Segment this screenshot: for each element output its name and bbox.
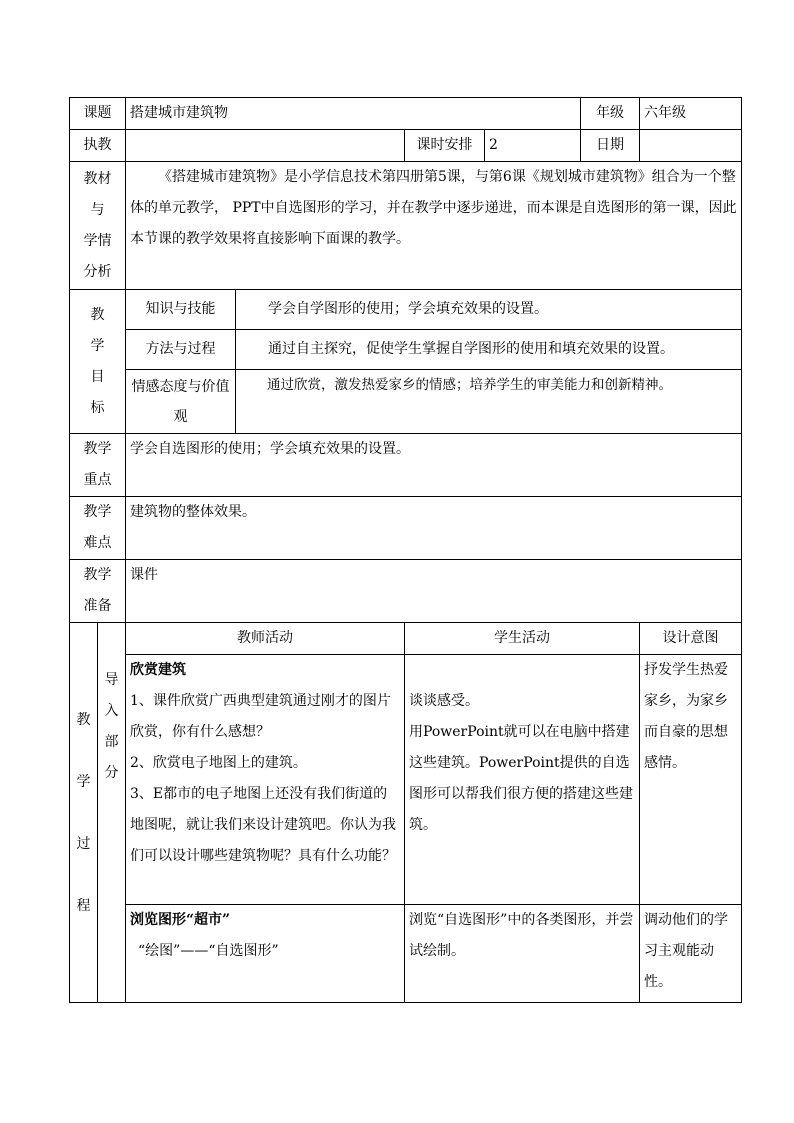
goal-attitude-label: 情感态度与价值观 xyxy=(126,370,236,434)
hours-label: 课时安排 xyxy=(405,130,485,162)
lesson-plan-table xyxy=(69,97,742,1003)
difficulty-text: 建筑物的整体效果。 xyxy=(126,497,742,560)
col-student-activity: 学生活动 xyxy=(405,623,640,655)
difficulty-label: 教学 难点 xyxy=(70,497,126,560)
goal-attitude-text: 通过欣赏，激发热爱家乡的情感；培养学生的审美能力和创新精神。 xyxy=(236,370,742,434)
grade-label: 年级 xyxy=(581,98,640,130)
teacher-activity-1 xyxy=(126,655,405,905)
goal-method-text: 通过自主探究，促使学生掌握自学图形的使用和填充效果的设置。 xyxy=(236,330,742,370)
design-intent-1: 抒发学生热爱家乡，为家乡而自豪的思想感情。 xyxy=(640,655,742,905)
student-activity-1: 谈谈感受。 用PowerPoint就可以在电脑中搭建这些建筑。PowerPoint提供的自选图形可以帮我们很方便的搭建这些建筑。 xyxy=(405,655,640,905)
process-sub-cell xyxy=(98,623,126,1003)
student-activity-2: 浏览“自选图形”中的各类图形，并尝试绘制。 xyxy=(405,905,640,1003)
process-label: 教 学 过 程 xyxy=(70,623,98,1003)
teacher-value xyxy=(126,130,405,162)
date-label: 日期 xyxy=(581,130,640,162)
date-value xyxy=(640,130,742,162)
teacher-activity-2 xyxy=(126,905,405,1003)
teacher-activity-2-body: “绘图”——“自选图形” xyxy=(138,943,279,959)
key-points-text: 学会自选图形的使用；学会填充效果的设置。 xyxy=(126,434,742,497)
col-teacher-activity: 教师活动 xyxy=(126,623,405,655)
analysis-label: 教材 与 学情 分析 xyxy=(70,162,126,290)
intro-section-label: 导 入 部 分 xyxy=(104,672,119,781)
topic-value: 搭建城市建筑物 xyxy=(126,98,581,130)
goal-knowledge-label: 知识与技能 xyxy=(126,290,236,330)
col-design-intent: 设计意图 xyxy=(640,623,742,655)
preparation-label: 教学 准备 xyxy=(70,560,126,623)
goals-label: 教 学 目 标 xyxy=(70,290,126,434)
preparation-text: 课件 xyxy=(126,560,742,623)
goal-knowledge-text: 学会自学图形的使用；学会填充效果的设置。 xyxy=(236,290,742,330)
key-points-label: 教学 重点 xyxy=(70,434,126,497)
teacher-label: 执教 xyxy=(70,130,126,162)
hours-value: 2 xyxy=(485,130,581,162)
analysis-text: 《搭建城市建筑物》是小学信息技术第四册第5课，与第6课《规划城市建筑物》组合为一个整体的单元教学， PPT中自选图形的学习，并在教学中逐步递进，而本课是自选图形的第一课，因此本节课的教学效果将直接影响下面课的教学。 xyxy=(126,162,742,290)
teacher-activity-2-title: 浏览图形“超市” xyxy=(130,912,231,928)
goal-method-label: 方法与过程 xyxy=(126,330,236,370)
design-intent-2: 调动他们的学习主观能动性。 xyxy=(640,905,742,1003)
teacher-activity-1-body: 1、课件欣赏广西典型建筑通过刚才的图片欣赏，你有什么感想？ 2、欣赏电子地图上的建筑。 3、E都市的电子地图上还没有我们街道的地图呢，就让我们来设计建筑吧。你认为我们可以设计哪些建筑物呢？具有什么功能？ xyxy=(130,693,396,864)
teacher-activity-1-title: 欣赏建筑 xyxy=(130,662,186,678)
grade-value: 六年级 xyxy=(640,98,742,130)
topic-label: 课题 xyxy=(70,98,126,130)
